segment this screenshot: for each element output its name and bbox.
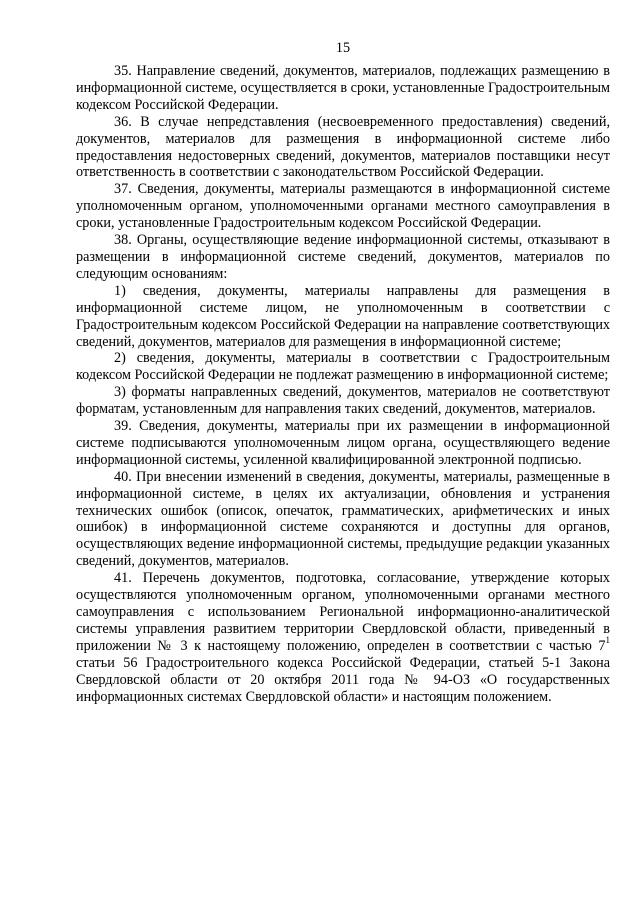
page-number: 15 <box>335 40 351 56</box>
paragraph-38-item-1: 1) сведения, документы, материалы направлены для размещения в информационной системе лицом, не уполномоченным в соответствии с Градостроительным кодексом Российской Федерации на направление соответствующих сведений, документов, материалов для размещения в информационной системе; <box>76 282 610 350</box>
paragraph-38-item-3: 3) форматы направленных сведений, документов, материалов не соответствуют форматам, установленным для направления таких сведений, документов, материалов. <box>76 384 610 418</box>
paragraph-41-text-start: 41. Перечень документов, подготовка, согласование, утверждение которых осуществляются уполномоченным органом, уполномоченными органами местного самоуправления с использованием Региональной информационно-аналитической системы управления развитием территории Свердловской области, приведенный в приложении № 3 к настоящему положению, определен в соответствии с частью 7 <box>76 570 610 654</box>
paragraph-37: 37. Сведения, документы, материалы размещаются в информационной системе уполномоченным органом, уполномоченными органами местного самоуправления в сроки, установленные Градостроительным кодексом Российской Федерации. <box>76 181 610 232</box>
paragraph-41 <box>76 570 610 705</box>
paragraph-40: 40. При внесении изменений в сведения, документы, материалы, размещенные в информационной системе, в целях их актуализации, обновления и устранения технических ошибок (описок, опечаток, грамматических, арифметических и иных ошибок) в информационной системе сохраняются и доступны для органов, осуществляющих ведение информационной системы, предыдущие редакции указанных сведений, документов, материалов. <box>76 468 610 570</box>
superscript-1: 1 <box>605 635 610 646</box>
paragraph-41-text-end: статьи 56 Градостроительного кодекса Российской Федерации, статьей 5-1 Закона Свердловской области от 20 октября 2011 года № 94-ОЗ «О государственных информационных системах Свердловской области» и настоящим положением. <box>76 654 610 705</box>
paragraph-35: 35. Направление сведений, документов, материалов, подлежащих размещению в информационной системе, осуществляется в сроки, установленные Градостроительным кодексом Российской Федерации. <box>76 63 610 113</box>
paragraph-36: 36. В случае непредставления (несвоевременного предоставления) сведений, документов, материалов для размещения в информационной системе либо предоставления недостоверных сведений, документов, материалов поставщики несут ответственность в соответствии с законодательством Российской Федерации. <box>76 113 610 181</box>
paragraph-38-item-2: 2) сведения, документы, материалы в соответствии с Градостроительным кодексом Российской Федерации не подлежат размещению в информационной системе; <box>76 350 610 384</box>
paragraph-39: 39. Сведения, документы, материалы при их размещении в информационной системе подписываются уполномоченным лицом органа, осуществляющего ведение информационной системы, усиленной квалифицированной электронной подписью. <box>76 418 610 468</box>
paragraph-38: 38. Органы, осуществляющие ведение информационной системы, отказывают в размещении в информационной системе сведений, документов, материалов по следующим основаниям: <box>76 232 610 282</box>
